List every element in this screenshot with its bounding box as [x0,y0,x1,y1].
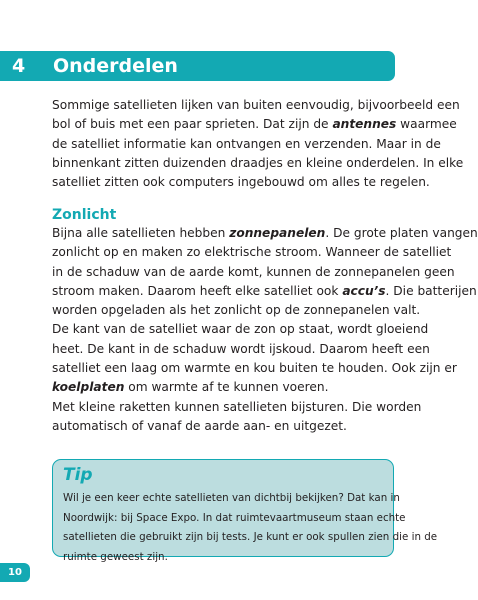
section-line: heet. De kant in de schaduw wordt ijskoud. Daarom heeft een [52,341,430,356]
section-paragraph [52,224,478,436]
intro-line: satelliet zitten ook computers ingebouwd om alles te regelen. [52,175,430,190]
section-heading-zonlicht: Zonlicht [52,207,117,223]
tip-line: satellieten die gebruikt zijn bij tests. Je kunt er ook spullen zien die in de [63,531,438,544]
section-line: worden opgeladen als het zonlicht op de zonnepanelen valt. [52,303,421,318]
intro-line: binnenkant zitten duizenden draadjes en kleine onderdelen. In elke [52,155,464,170]
chapter-number: 4 [12,55,26,77]
section-line: satelliet een laag om warmte en kou buiten te houden. Ook zijn er [52,361,457,376]
emphasized-term: accu’s [342,283,386,298]
section-line: Met kleine raketten kunnen satellieten bijsturen. Die worden [52,399,422,414]
intro-line: Sommige satellieten lijken van buiten eenvoudig, bijvoorbeeld een [52,98,460,112]
section-line: automatisch of vanaf de aarde aan- en uitgezet. [52,418,347,433]
tip-title: Tip [63,465,93,485]
chapter-header-bar [0,51,395,81]
intro-line: de satelliet informatie kan ontvangen en verzenden. Maar in de [52,136,441,151]
section-line: Bijna alle satellieten hebben zonnepanelen. De grote platen vangen [52,226,478,240]
emphasized-term: zonnepanelen [229,226,326,240]
section-line: De kant van de satelliet waar de zon op staat, wordt gloeiend [52,322,429,337]
chapter-title: Onderdelen [53,55,178,77]
tip-box [52,459,438,564]
section-line: koelplaten om warmte af te kunnen voeren. [52,380,329,395]
tip-line: ruimte geweest zijn. [63,551,168,564]
intro-paragraph [52,96,464,192]
tip-line: Wil je een keer echte satellieten van dichtbij bekijken? Dat kan in [63,492,400,504]
intro-line: bol of buis met een paar sprieten. Dat zijn de antennes waarmee [52,117,457,132]
emphasized-term: koelplaten [52,380,125,395]
page-number: 10 [0,563,30,582]
tip-line: Noordwijk: bij Space Expo. In dat ruimtevaartmuseum staan echte [63,511,406,524]
tip-text [63,489,438,568]
section-line: in de schaduw van de aarde komt, kunnen de zonnepanelen geen [52,264,455,279]
section-line: zonlicht op en maken zo elektrische stroom. Wanneer de satelliet [52,245,452,260]
section-line: stroom maken. Daarom heeft elke satelliet ook accu’s. Die batterijen [52,283,477,298]
emphasized-term: antennes [332,117,397,132]
